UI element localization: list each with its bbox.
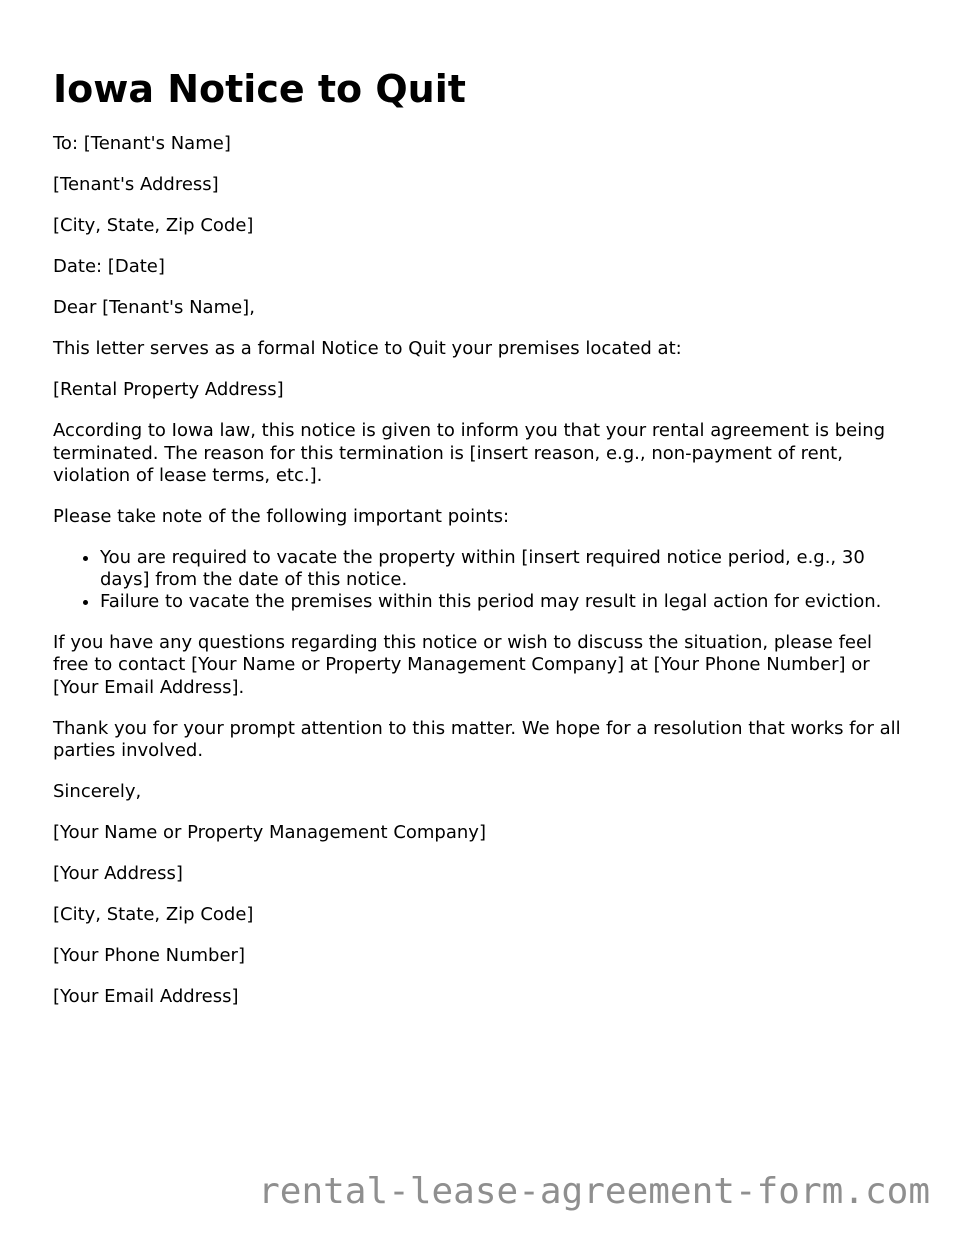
thanks-paragraph: Thank you for your prompt attention to this matter. We hope for a resolution that works for all parties involved.: [53, 717, 901, 761]
salutation: Dear [Tenant's Name],: [53, 297, 255, 318]
notice-document: [53, 66, 905, 1027]
contact-paragraph: If you have any questions regarding this notice or wish to discuss the situation, please feel free to contact [Your Name or Property Management Company] at [Your Phone Number] or [Your Email Address].: [53, 631, 873, 698]
termination-paragraph: According to Iowa law, this notice is given to inform you that your rental agreement is being terminated. The reason for this termination is [insert reason, e.g., non-payment of rent, violation of lease terms, etc.].: [53, 420, 886, 486]
date-line: Date: [Date]: [53, 256, 165, 277]
property-address: [Rental Property Address]: [53, 379, 284, 400]
watermark: rental-lease-agreement-form.com: [258, 1171, 930, 1212]
sender-phone: [Your Phone Number]: [53, 945, 245, 966]
sender-name: [Your Name or Property Management Company]: [53, 822, 486, 843]
points-intro: Please take note of the following important points:: [53, 506, 510, 527]
list-item: • Failure to vacate the premises within this period may result in legal action for eviction.: [100, 591, 905, 613]
closing: Sincerely,: [53, 781, 142, 802]
sender-email: [Your Email Address]: [53, 986, 239, 1007]
intro-paragraph: This letter serves as a formal Notice to Quit your premises located at:: [53, 338, 682, 359]
list-item: • You are required to vacate the property within [insert required notice period, e.g., 30 days] from the date of this notice.: [100, 547, 905, 591]
to-line: To: [Tenant's Name]: [53, 133, 231, 154]
tenant-city-state-zip: [City, State, Zip Code]: [53, 215, 254, 236]
document-title: Iowa Notice to Quit: [53, 67, 466, 111]
sender-city-state-zip: [City, State, Zip Code]: [53, 904, 254, 925]
sender-address: [Your Address]: [53, 863, 183, 884]
tenant-address: [Tenant's Address]: [53, 174, 219, 195]
points-list: [53, 547, 905, 613]
